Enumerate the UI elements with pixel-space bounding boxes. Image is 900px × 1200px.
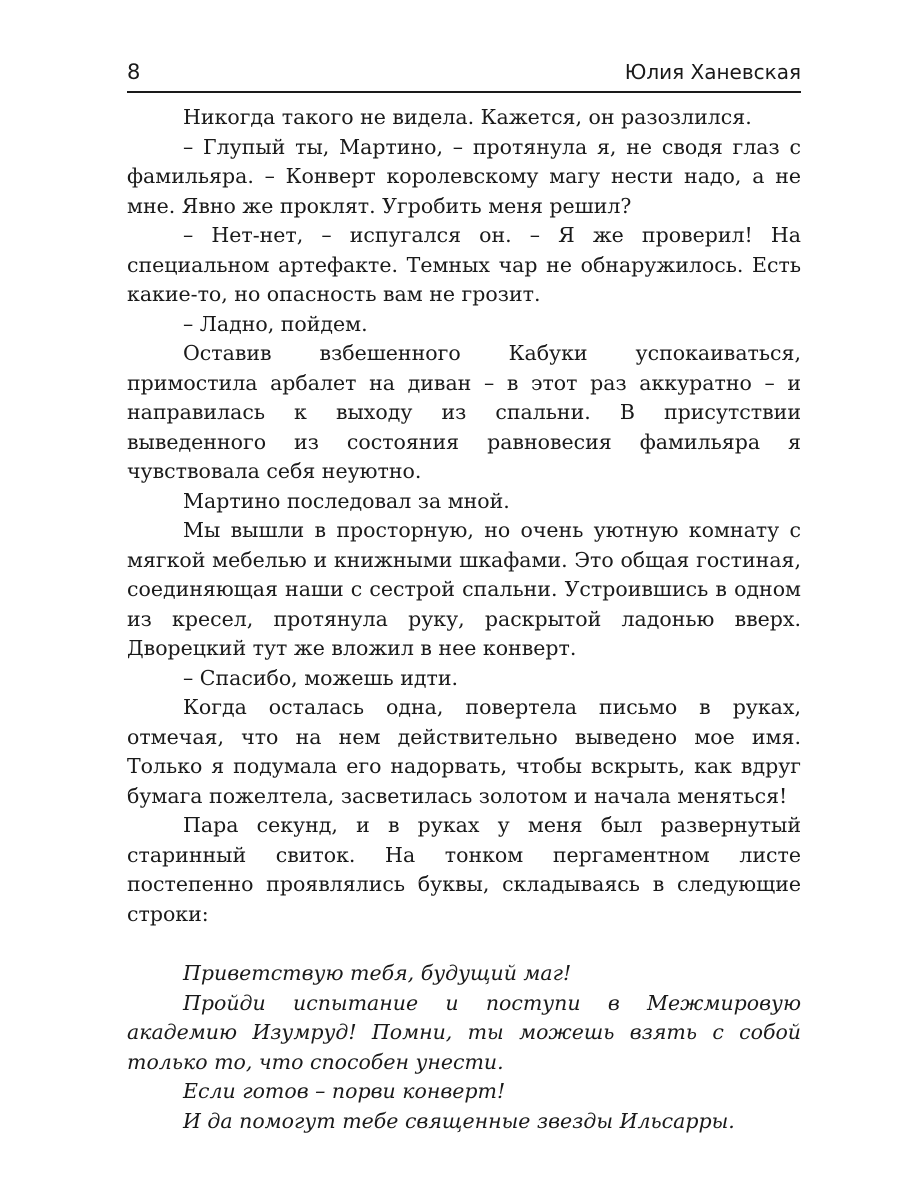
running-head-author: Юлия Ханевская — [624, 60, 801, 84]
paragraph: – Нет-нет, – испугался он. – Я же проверил! На специальном артефакте. Темных чар не обнаружилось. Есть какие-то, но опасность вам не грозит. — [127, 223, 801, 306]
paragraph: – Глупый ты, Мартино, – протянула я, не сводя глаз с фамильяра. – Конверт королевскому магу нести надо, а не мне. Явно же проклят. Угробить меня решил? — [127, 134, 801, 218]
letter-text — [127, 959, 801, 1136]
body-text — [127, 103, 801, 1136]
letter-line: Приветствую тебя, будущий маг! — [183, 961, 572, 985]
letter-line: И да помогут тебе священные звезды Ильсарры. — [183, 1108, 735, 1133]
page-number: 8 — [127, 60, 141, 84]
paragraph: Пара секунд, и в руках у меня был развернутый старинный свиток. На тонком пергаментном листе постепенно проявлялись буквы, складываясь в следующие строки: — [127, 813, 801, 926]
header-rule — [127, 91, 801, 93]
paragraph: Никогда такого не видела. Кажется, он разозлился. — [183, 105, 752, 129]
paragraph: Мартино последовал за мной. — [183, 488, 510, 513]
paragraph: Оставив взбешенного Кабуки успокаиваться, примостила арбалет на диван – в этот раз аккуратно – и направилась к выходу из спальни. В присутствии выведенного из состояния равновесия фамильяра я чувствовала себя неуютно. — [127, 341, 801, 483]
paragraph: Когда осталась одна, повертела письмо в руках, отмечая, что на нем действительно выведено мое имя. Только я подумала его надорвать, чтобы вскрыть, как вдруг бумага пожелтела, засветилась золотом и начала меняться! — [127, 695, 801, 808]
paragraph: Мы вышли в просторную, но очень уютную комнату с мягкой мебелью и книжными шкафами. Это общая гостиная, соединяющая наши с сестрой спальни. Устроившись в одном из кресел, протянула руку, раскрытой ладонью вверх. Дворецкий тут же вложил в нее конверт. — [127, 518, 801, 660]
paragraph: – Спасибо, можешь идти. — [183, 665, 459, 690]
paragraph: – Ладно, пойдем. — [183, 311, 368, 336]
letter-line: Пройди испытание и поступи в Межмировую академию Изумруд! Помни, ты можешь взять с собой только то, что способен унести. — [127, 990, 801, 1074]
page-header — [127, 58, 801, 90]
letter-line: Если готов – порви конверт! — [183, 1079, 506, 1103]
